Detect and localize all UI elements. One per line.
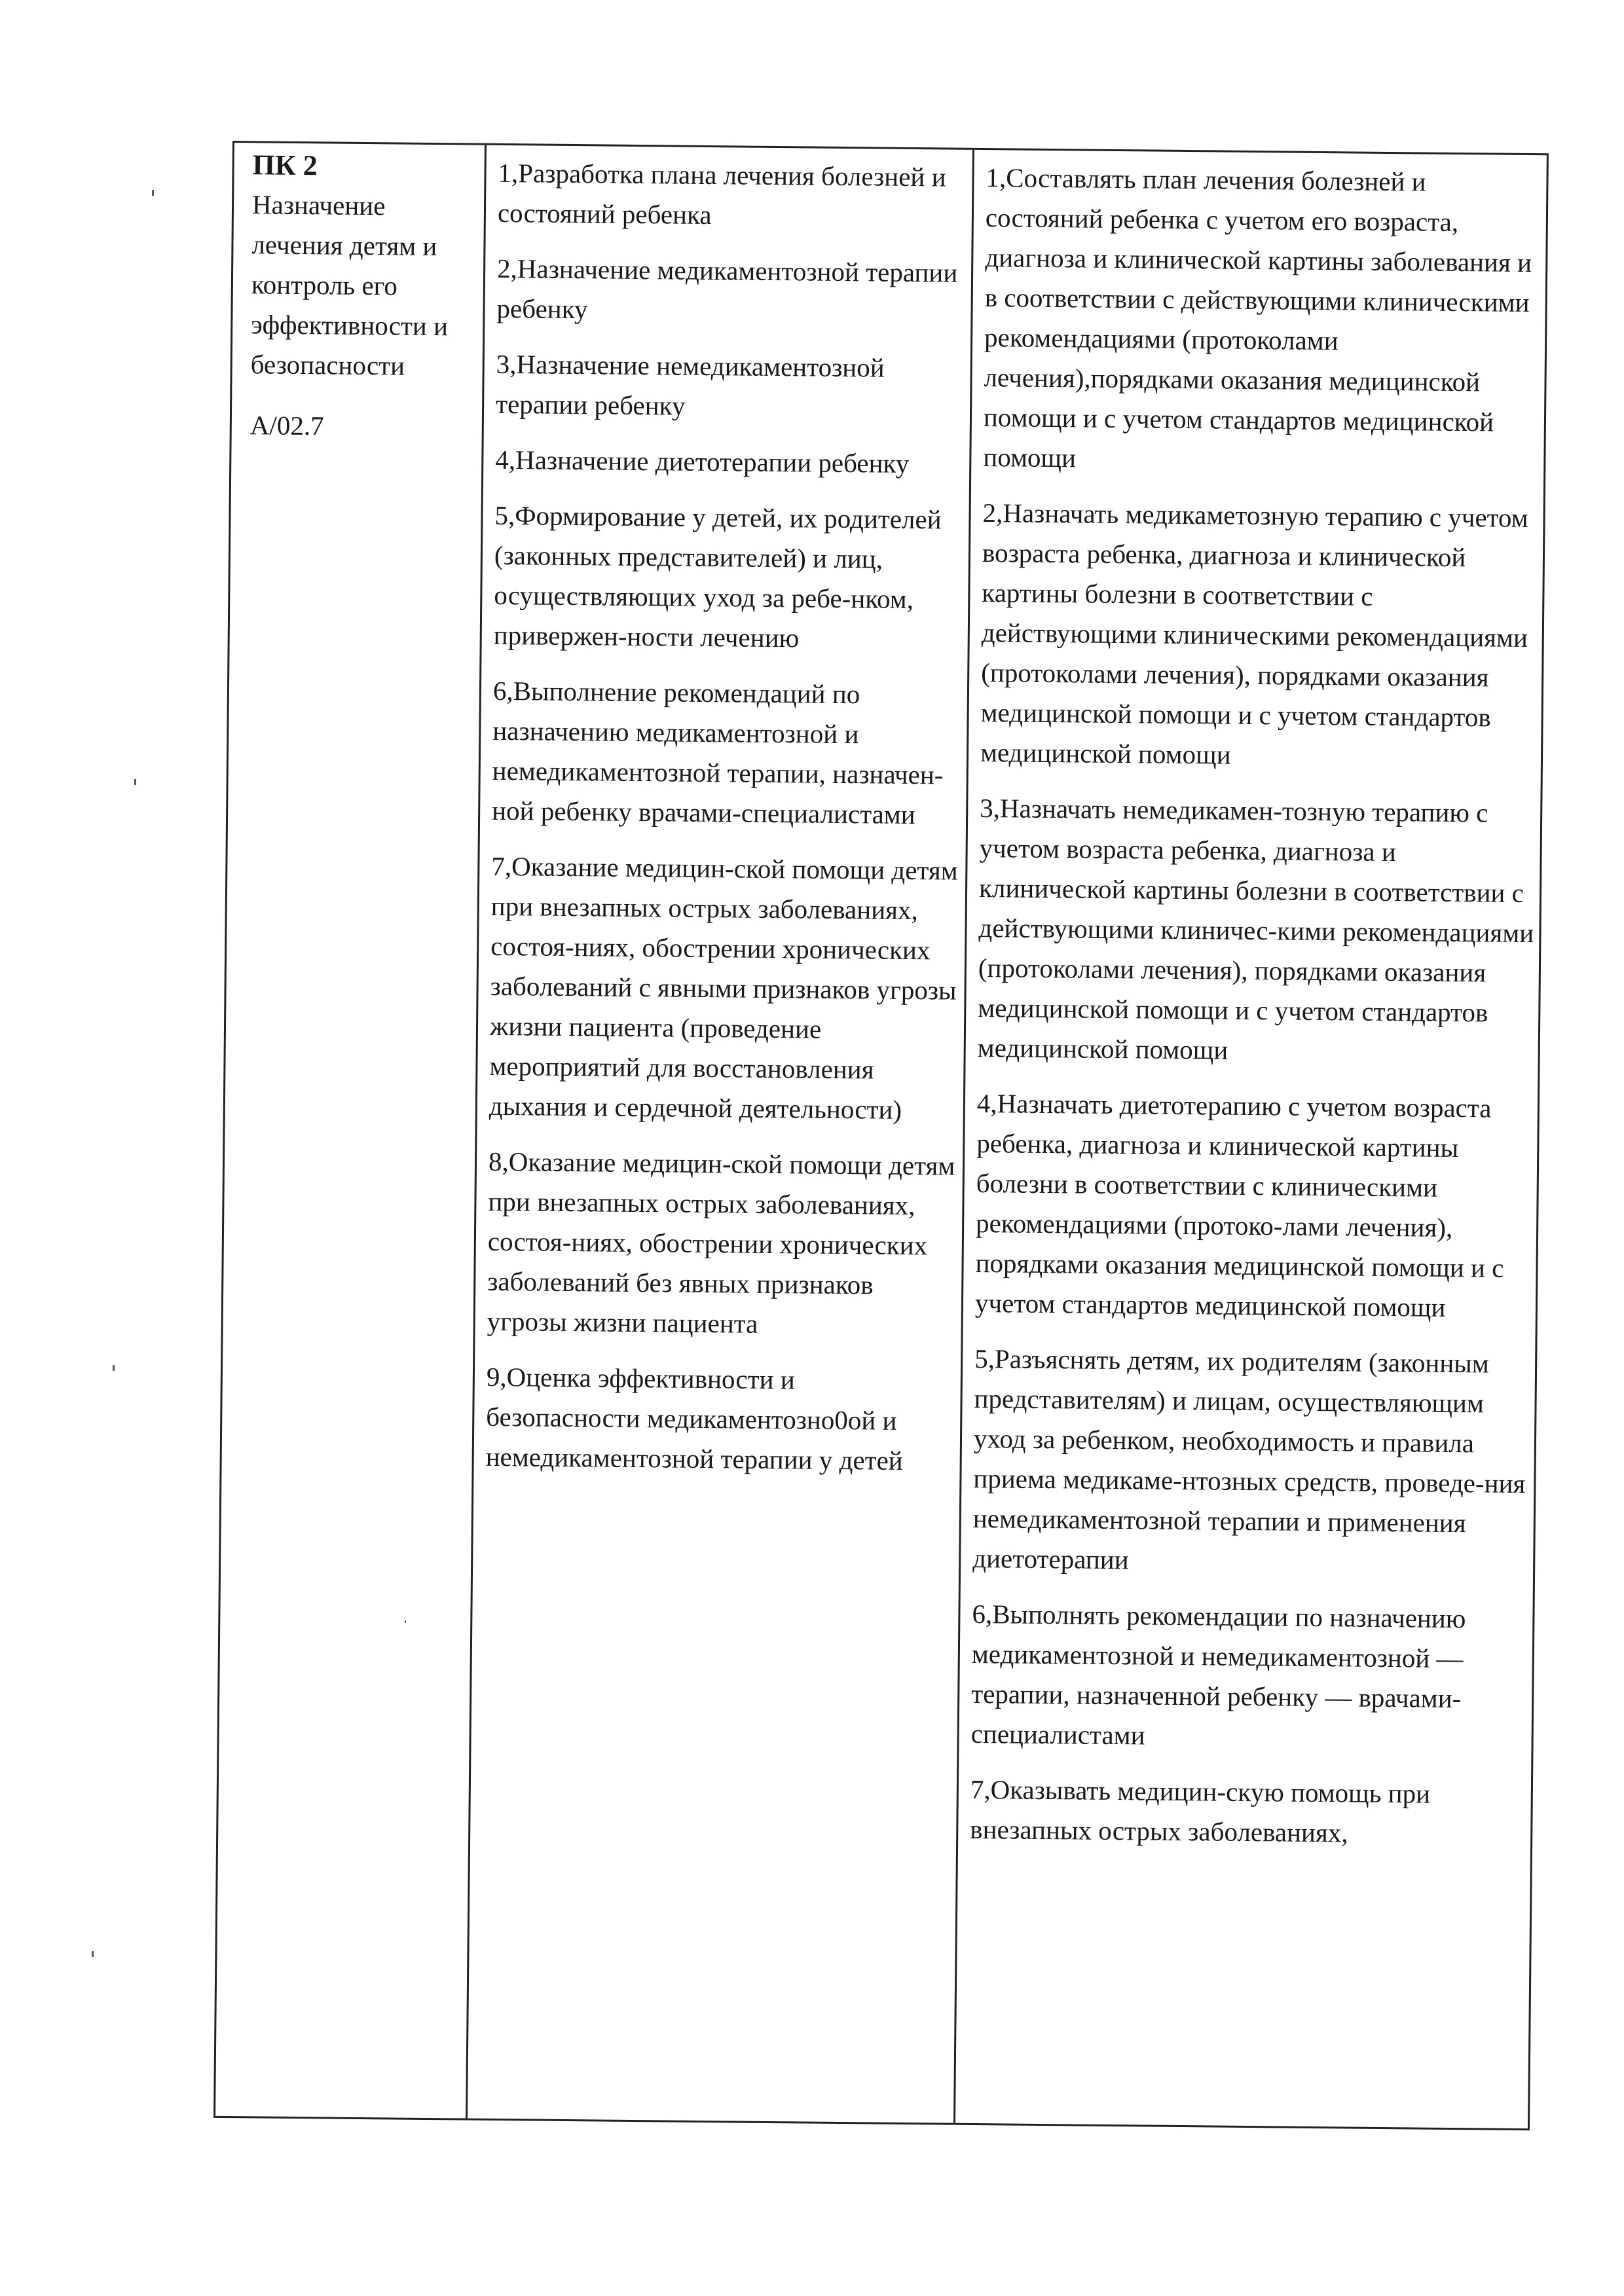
skill-item: 5,Разъяснять детям, их родителям (законным представителям) и лицам, осуществляющим уход за ребенком, необходимость и правила приема медикаме-нтозных средств, проведе-ния немедикаментозной терапии и применения диетотерапии [972,1343,1526,1575]
competence-code: А/02.7 [249,410,324,441]
labor-action-item: 6,Выполнение рекомендаций по назначению медикаментозной и немедикаментозной терапии, назначен-ной ребенку врачами-специалистами [491,675,944,830]
skill-item: 4,Назначать диетотерапию с учетом возраста ребенка, диагноза и клинической картины болезни в соответствии с клиническими рекомендациями (протоко-лами лечения), порядками оказания медицинской помощи и с учетом стандартов медицинской помощи [974,1087,1504,1322]
labor-actions-column [468,145,974,2123]
competence-code-title: ПК 2 [252,149,318,182]
scan-speck [134,779,136,785]
skill-item: 1,Составлять план лечения болезней и состояний ребенка с учетом его возраста, диагноза и клинической картины заболевания и в соответствии с действующими клиническими рекомендациями (протоколами лечения),порядками оказания медицинской помощи и с учетом стандартов медицинской помощи [983,162,1532,473]
labor-action-item: 4,Назначение диетотерапии ребенку [495,444,910,479]
labor-action-item: 2,Назначение медикаментозной терапии ребенку [496,253,958,325]
skill-item: 7,Оказывать медицин-скую помощь при внезапных острых заболеваниях, [970,1774,1431,1848]
skill-item: 2,Назначать медикаметозную терапию с учетом возраста ребенка, диагноза и клинической картины болезни в соответствии с действующими клиническими рекомендациями (протоколами лечения), порядками оказания медицинской помощи и с учетом стандартов медицинской помощи [980,498,1528,770]
competence-column [215,143,487,2119]
scan-speck [92,1951,94,1957]
labor-action-item: 8,Оказание медицин-ской помощи детям при внезапных острых заболеваниях, состоя-ниях, обострении хронических заболеваний без явных признаков угрозы жизни пациента [487,1146,955,1339]
labor-action-item: 7,Оказание медицин-ской помощи детям при внезапных острых заболеваниях, состоя-ниях, обострении хронических заболеваний с явными признаков угрозы жизни пациента (проведение мероприятий для восстановления дыхания и сердечной деятельности) [489,850,958,1125]
labor-action-item: 1,Разработка плана лечения болезней и состояний ребенка [497,157,946,230]
competence-table [213,141,1549,2130]
scan-speck [152,190,154,196]
labor-action-item: 3,Назначение немедикаментозной терапии ребенку [495,348,885,421]
skill-item: 6,Выполнять рекомендации по назначению медикаментозной и немедикаментозной — терапии, назначенной ребенку — врачами-специалистами [970,1598,1466,1751]
labor-action-item: 5,Формирование у детей, их родителей (законных представителей) и лиц, осуществляющих уход за ребе-нком, привержен-ности лечению [493,500,942,653]
skill-item: 3,Назначать немедикамен-тозную терапию с учетом возраста ребенка, диагноза и клинической картины болезни в соответствии с действующими клиничес-кими рекомендациями (протоколами лечения), порядками оказания медицинской помощи и с учетом стандартов медицинской помощи [977,793,1534,1065]
labor-action-item: 9,Оценка эффективности и безопасности медикаментозно0ой и немедикаментозной терапии у детей [485,1361,903,1476]
competence-name: Назначение лечения детям и контроль его эффективности и безопасности [250,189,449,381]
skills-column [955,150,1551,2128]
scan-speck [113,1365,115,1371]
